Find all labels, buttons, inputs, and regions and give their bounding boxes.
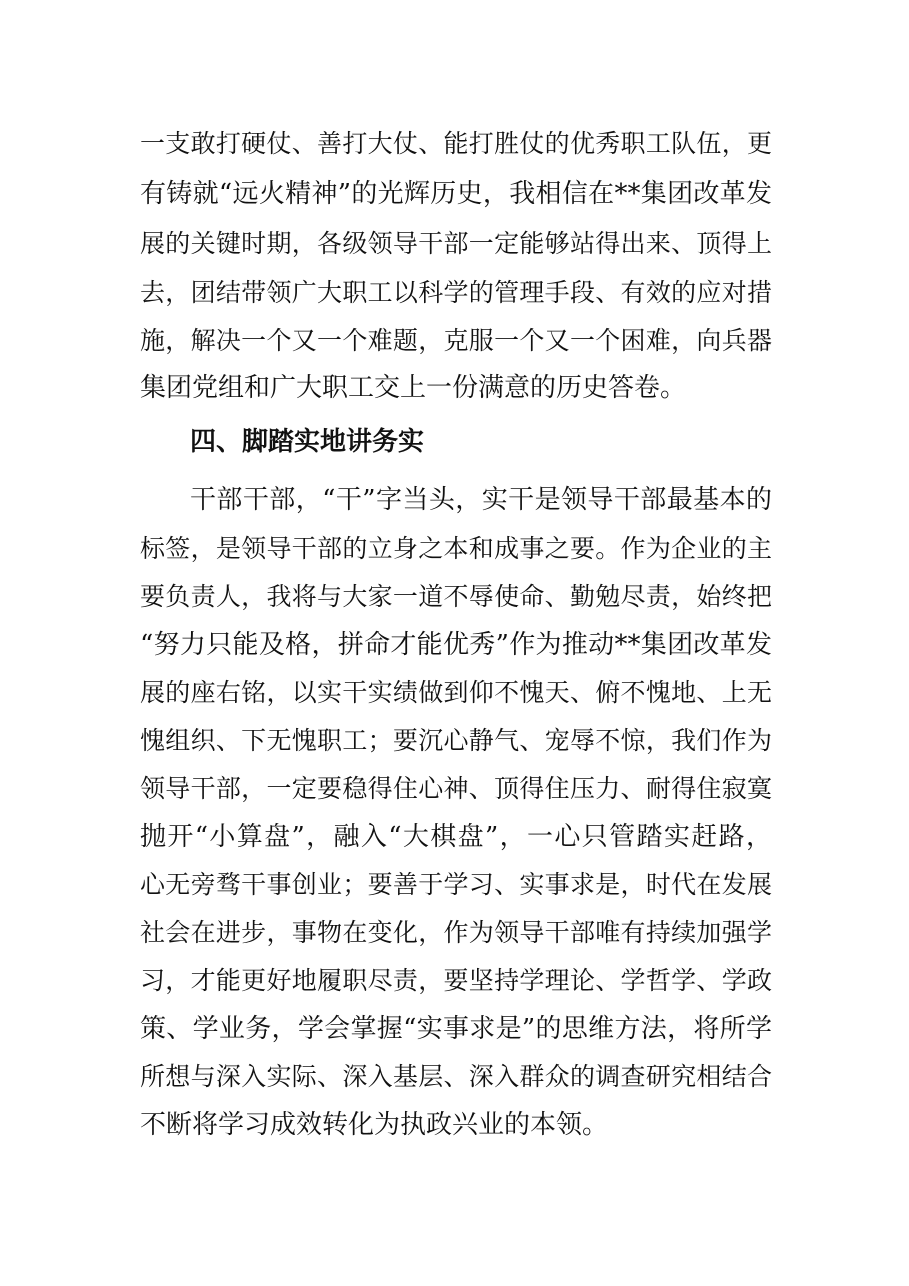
paragraph-2-line-12: 策、学业务，学会掌握“实事求是”的思维方法，将所学 [140, 1014, 772, 1044]
paragraph-2-line-10: 社会在进步，事物在变化，作为领导干部唯有持续加强学 [140, 918, 772, 947]
paragraph-2-line-6: 愧组织、下无愧职工；要沉心静气、宠辱不惊，我们作为 [140, 726, 772, 755]
paragraph-2-line-14: 不断将学习成效转化为执政兴业的本领。 [140, 1110, 609, 1140]
paragraph-2-line-4: “努力只能及格，拼命才能优秀”作为推动**集团改革发 [140, 630, 772, 660]
paragraph-2-line-5: 展的座右铭，以实干实绩做到仰不愧天、俯不愧地、上无 [140, 678, 772, 707]
paragraph-2-line-11: 习，才能更好地履职尽责，要坚持学理论、学哲学、学政 [140, 966, 772, 995]
paragraph-1-line-1: 一支敢打硬仗、善打大仗、能打胜仗的优秀职工队伍，更 [140, 129, 772, 158]
paragraph-1-line-6: 集团党组和广大职工交上一份满意的历史答卷。 [140, 373, 687, 403]
paragraph-1-line-2: 有铸就“远火精神”的光辉历史，我相信在**集团改革发 [140, 179, 772, 209]
paragraph-1-line-5: 施，解决一个又一个难题，克服一个又一个困难，向兵器 [140, 326, 772, 355]
paragraph-2-line-2: 标签，是领导干部的立身之本和成事之要。作为企业的主 [140, 534, 772, 563]
section-4-heading: 四、脚踏实地讲务实 [190, 427, 425, 457]
paragraph-2-line-13: 所想与深入实际、深入基层、深入群众的调查研究相结合 [140, 1062, 772, 1091]
paragraph-1-line-4: 去，团结带领广大职工以科学的管理手段、有效的应对措 [140, 278, 772, 307]
paragraph-2-line-1: 干部干部，“干”字当头，实干是领导干部最基本的 [190, 485, 772, 515]
paragraph-2-line-9: 心无旁骛干事创业；要善于学习、实事求是，时代在发展 [140, 870, 772, 899]
paragraph-2-line-7: 领导干部，一定要稳得住心神、顶得住压力、耐得住寂寞 [140, 774, 772, 803]
paragraph-2-line-8: 抛开“小算盘”，融入“大棋盘”，一心只管踏实赶路， [140, 822, 772, 852]
paragraph-1-line-3: 展的关键时期，各级领导干部一定能够站得出来、顶得上 [140, 229, 772, 258]
paragraph-2-line-3: 要负责人，我将与大家一道不辱使命、勤勉尽责，始终把 [140, 582, 772, 611]
